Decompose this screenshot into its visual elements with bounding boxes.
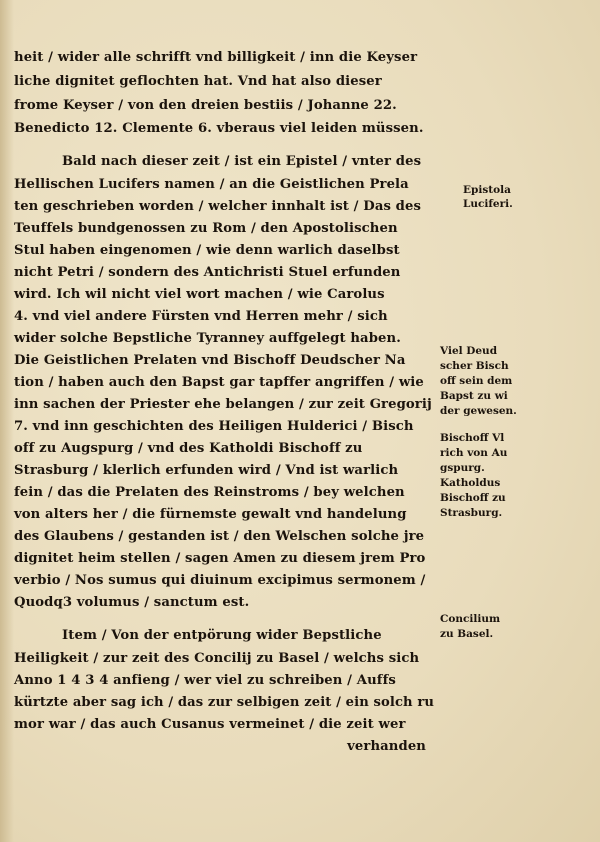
text-line: von alters her / die fürnemste gewalt vnd handelung: [14, 507, 407, 522]
text-line: Die Geistlichen Prelaten vnd Bischoff Deudscher Na: [14, 353, 406, 368]
text-line: Stul haben eingenomen / wie denn warlich daselbst: [14, 243, 400, 258]
margin-note-line: zu Basel.: [440, 628, 494, 640]
text-line: Benedicto 12. Clemente 6. vberaus viel leiden müssen.: [14, 121, 424, 136]
page-gutter-shadow: [0, 0, 14, 842]
text-line: Teuffels bundgenossen zu Rom / den Apostolischen: [14, 221, 398, 236]
margin-note-line: Bapst zu wi: [440, 390, 508, 402]
margin-note-line: gspurg.: [440, 462, 485, 474]
text-line: Anno 1 4 3 4 anfieng / wer viel zu schreiben / Auffs: [14, 673, 396, 688]
text-line: verbio / Nos sumus qui diuinum excipimus sermonem /: [14, 573, 426, 588]
margin-note-line: Luciferi.: [463, 198, 513, 210]
text-line: Quodq3 volumus / sanctum est.: [14, 595, 250, 610]
text-line: 7. vnd inn geschichten des Heiligen Hulderici / Bisch: [14, 419, 414, 434]
margin-note-line: off sein dem: [440, 375, 513, 387]
margin-note-line: rich von Au: [440, 447, 508, 459]
margin-note-line: der gewesen.: [440, 405, 517, 417]
text-line: wird. Ich wil nicht viel wort machen / wie Carolus: [14, 287, 385, 302]
text-line: wider solche Bepstliche Tyranney auffgelegt haben.: [14, 331, 401, 346]
text-line: frome Keyser / von den dreien bestiis / Johanne 22.: [14, 98, 397, 113]
text-line: Heiligkeit / zur zeit des Concilij zu Basel / welchs sich: [14, 651, 420, 666]
margin-note-line: Concilium: [440, 613, 501, 625]
text-line: tion / haben auch den Bapst gar tapffer angriffen / wie: [14, 375, 424, 390]
margin-note-line: Strasburg.: [440, 507, 503, 519]
text-line: off zu Augspurg / vnd des Katholdi Bischoff zu: [14, 441, 363, 456]
margin-note-line: Katholdus: [440, 477, 501, 489]
text-line: fein / das die Prelaten des Reinstroms / bey welchen: [14, 485, 405, 500]
text-line: 4. vnd viel andere Fürsten vnd Herren mehr / sich: [14, 309, 388, 324]
margin-note-line: Bischoff Vl: [440, 432, 505, 444]
text-line: verhanden: [347, 739, 426, 754]
text-line: mor war / das auch Cusanus vermeinet / die zeit wer: [14, 717, 406, 732]
text-line: Hellischen Lucifers namen / an die Geistlichen Prela: [14, 177, 409, 192]
text-line: inn sachen der Priester ehe belangen / zur zeit Gregorij: [14, 397, 432, 412]
margin-note-line: scher Bisch: [440, 360, 509, 372]
text-line: Item / Von der entpörung wider Bepstliche: [62, 628, 382, 643]
text-line: nicht Petri / sondern des Antichristi Stuel erfunden: [14, 265, 401, 280]
margin-note-line: Bischoff zu: [440, 492, 506, 504]
text-line: ten geschrieben worden / welcher innhalt ist / Das des: [14, 199, 422, 214]
text-line: des Glaubens / gestanden ist / den Welschen solche jre: [14, 529, 425, 544]
text-line: Strasburg / klerlich erfunden wird / Vnd ist warlich: [14, 463, 399, 478]
text-line: Bald nach dieser zeit / ist ein Epistel / vnter des: [62, 154, 422, 169]
text-line: heit / wider alle schrifft vnd billigkeit / inn die Keyser: [14, 50, 418, 65]
text-line: dignitet heim stellen / sagen Amen zu diesem jrem Pro: [14, 551, 426, 566]
margin-note-line: Epistola: [463, 184, 511, 196]
text-line: kürtzte aber sag ich / das zur selbigen zeit / ein solch ru: [14, 695, 434, 710]
margin-note-line: Viel Deud: [440, 345, 498, 357]
text-line: liche dignitet geflochten hat. Vnd hat also dieser: [14, 74, 382, 89]
